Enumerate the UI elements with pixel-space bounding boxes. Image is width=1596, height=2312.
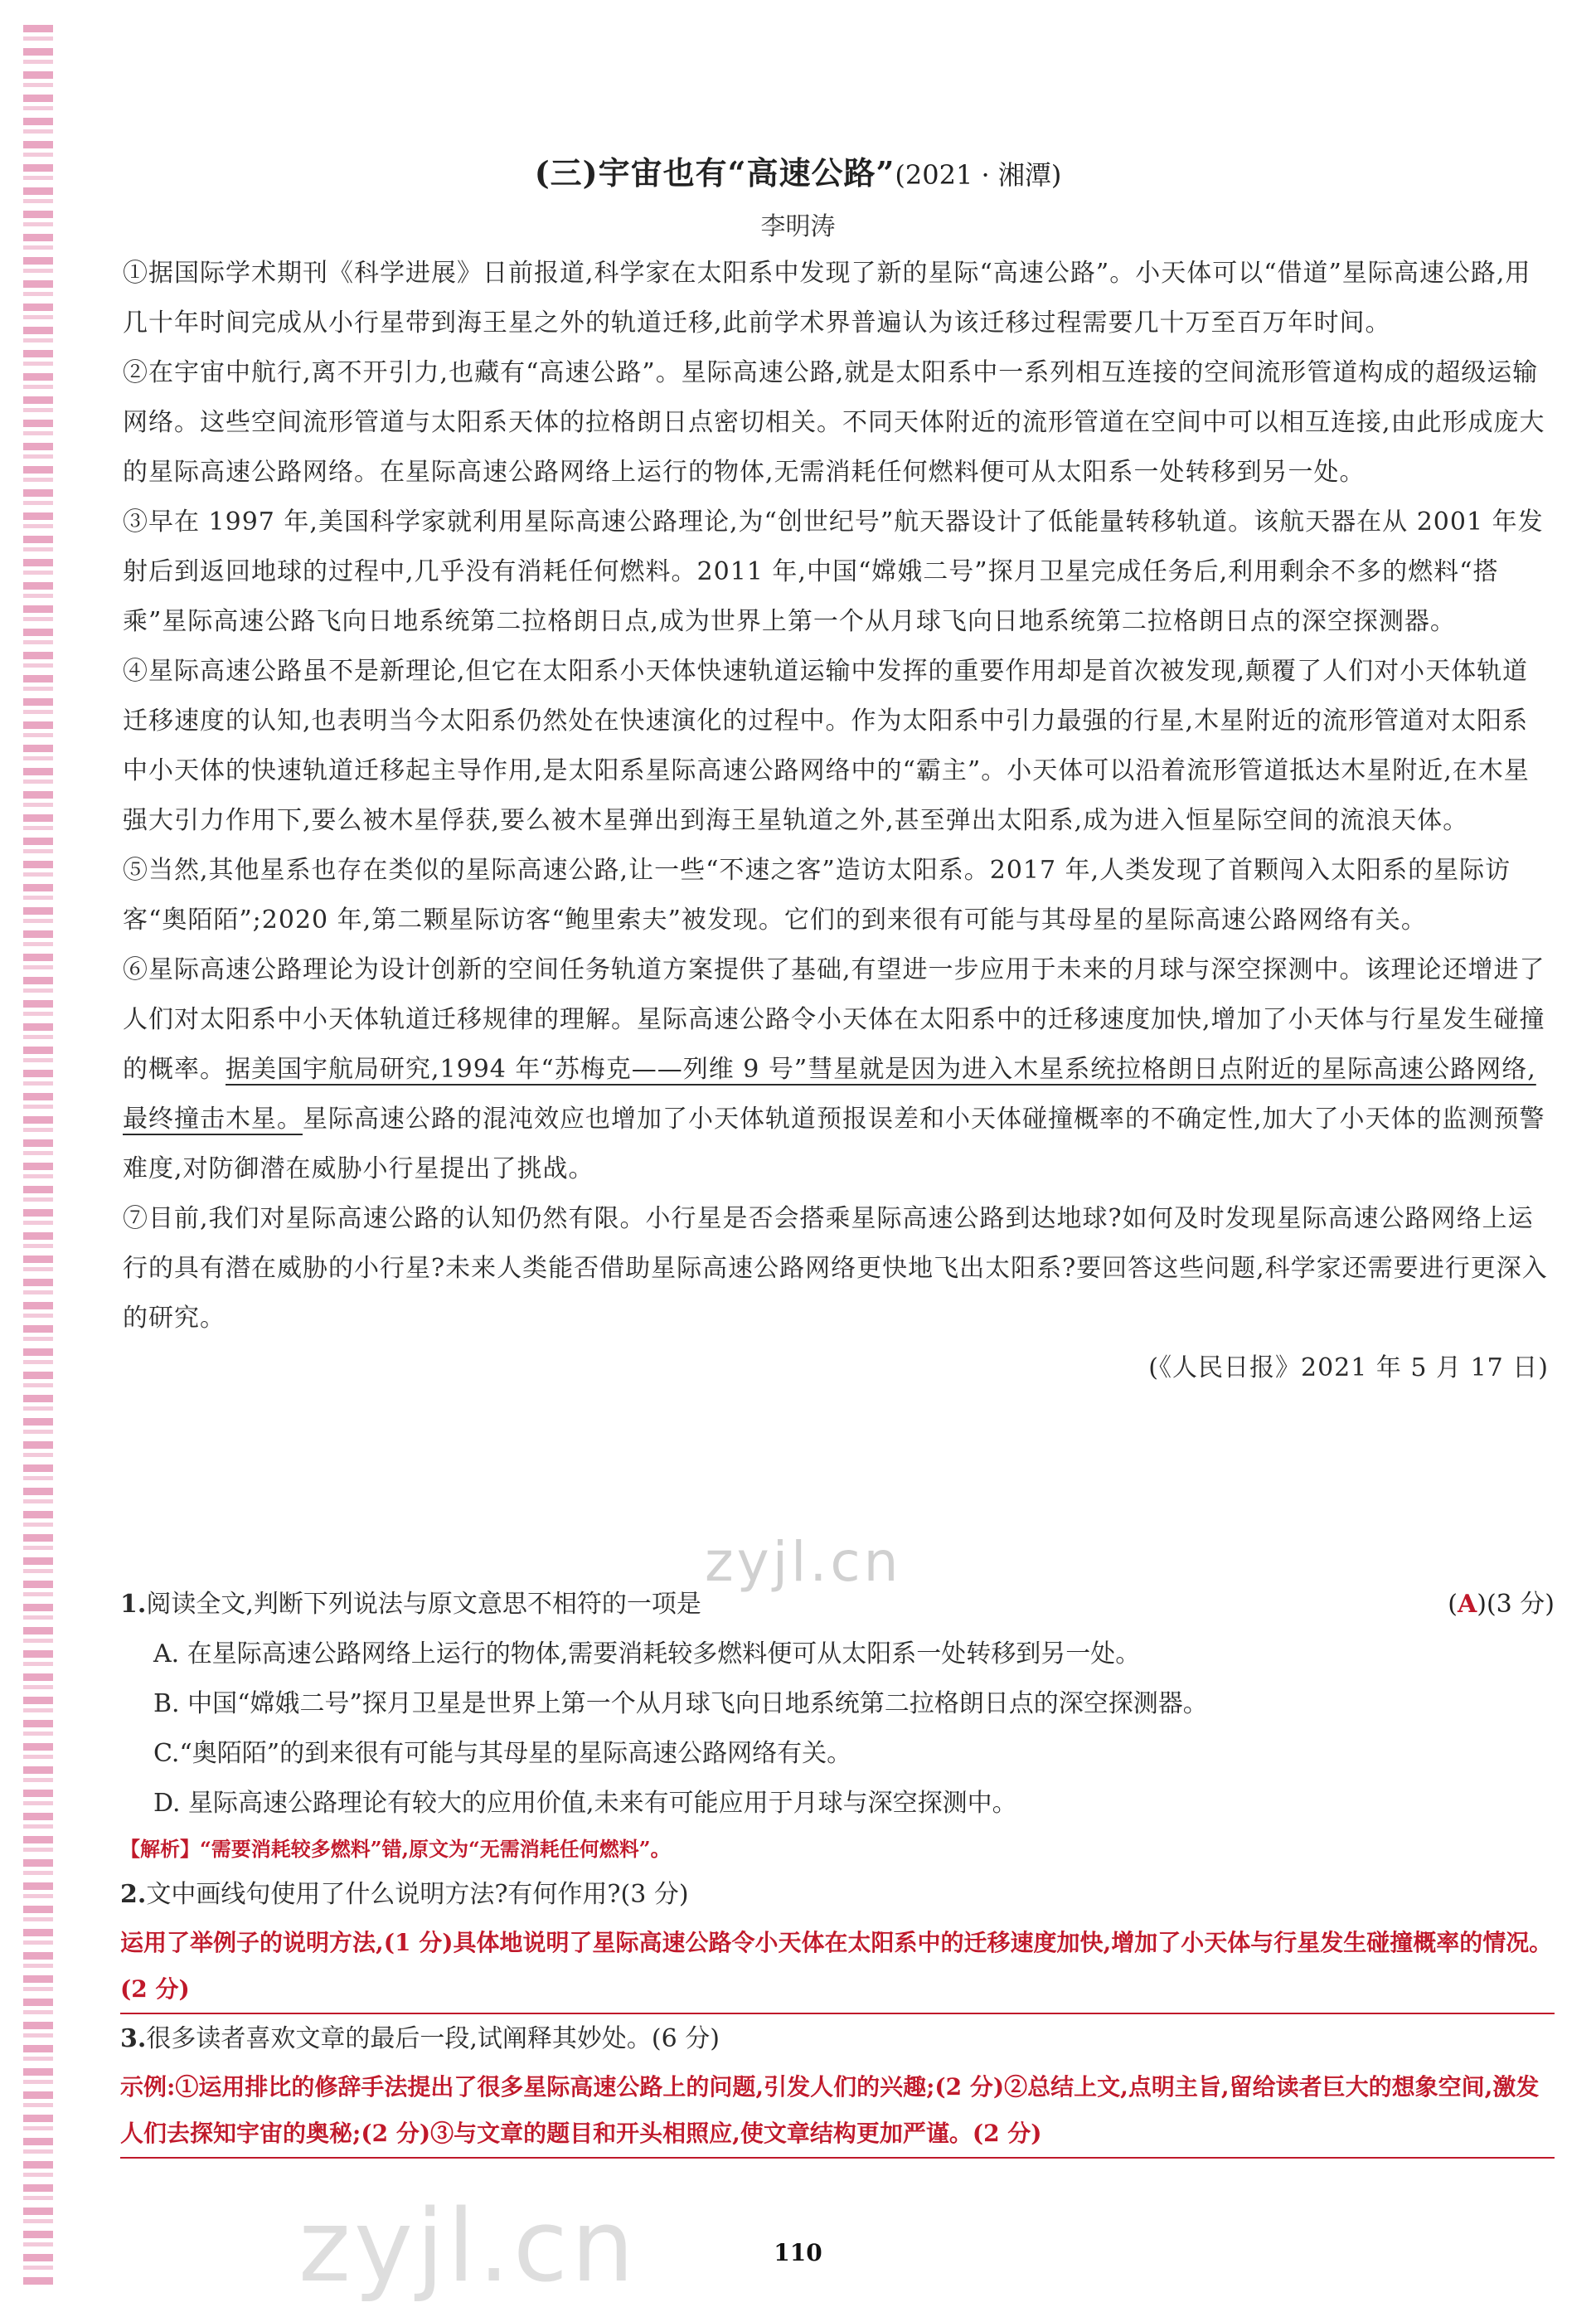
- paragraph-1: ①据国际学术期刊《科学进展》日前报道,科学家在太阳系中发现了新的星际“高速公路”。小天体可以“借道”星际高速公路,用几十年时间完成从小行星带到海王星之外的轨道迁移,此前学术界普遍认为该迁移过程需要几十万至百万年时间。: [123, 259, 1531, 338]
- question-1-score: (3 分): [1486, 1590, 1555, 1619]
- question-2-answer: 运用了举例子的说明方法,(1 分)具体地说明了星际高速公路令小天体在太阳系中的迁移速度加快,增加了小天体与行星发生碰撞概率的情况。(2 分): [120, 1920, 1555, 2014]
- option-c: C.“奥陌陌”的到来很有可能与其母星的星际高速公路网络有关。: [153, 1739, 852, 1768]
- decorative-margin-strip: [23, 25, 53, 2289]
- option-d: D. 星际高速公路理论有较大的应用价值,未来有可能应用于月球与深空探测中。: [153, 1789, 1017, 1818]
- watermark-logo-bottom: zyjl.cn: [298, 2189, 638, 2305]
- question-2-number: 2.: [120, 1880, 147, 1909]
- question-1-analysis: 【解析】“需要消耗较多燃料”错,原文为“无需消耗任何燃料”。: [120, 1837, 671, 1861]
- paragraph-2: ②在宇宙中航行,离不开引力,也藏有“高速公路”。星际高速公路,就是太阳系中一系列相互连接的空间流形管道构成的超级运输网络。这些空间流形管道与太阳系天体的拉格朗日点密切相关。不同天体附近的流形管道在空间中可以相互连接,由此形成庞大的星际高速公路网络。在星际高速公路网络上运行的物体,无需消耗任何燃料便可从太阳系一处转移到另一处。: [123, 358, 1545, 487]
- author: 李明涛: [760, 212, 836, 241]
- page-title: [0, 148, 1596, 193]
- page-number: 110: [774, 2239, 822, 2266]
- questions-section: [120, 1580, 1555, 2159]
- paragraph-6-text-before: ⑥星际高速公路理论为设计创新的空间任务轨道方案提供了基础,有望进一步应用于未来的月球与深空探测中。该理论还增进了人们对太阳系中小天体轨道迁移规律的理解。星际高速公路令小天体在太阳系中的迁移速度加快,增加了小天体与行星发生碰撞的概率。: [123, 955, 1545, 1084]
- question-1-text: 阅读全文,判断下列说法与原文意思不相符的一项是: [146, 1590, 701, 1619]
- underlined-sentence: 据美国宇航局研究,1994 年“苏梅克——列维 9 号”彗星就是因为进入木星系统拉格朗日点附近的星际高速公路网络,最终撞击木星。: [123, 1055, 1536, 1134]
- question-3-text: 很多读者喜欢文章的最后一段,试阐释其妙处。(6 分): [146, 2024, 720, 2053]
- title-source: (2021 · 湘潭): [895, 159, 1062, 191]
- paragraph-5: ⑤当然,其他星系也存在类似的星际高速公路,让一些“不速之客”造访太阳系。2017 年,人类发现了首颗闯入太阳系的星际访客“奥陌陌”;2020 年,第二颗星际访客“鲍里索夫”被发现。它们的到来很有可能与其母星的星际高速公路网络有关。: [123, 856, 1511, 935]
- watermark-logo: zyjl.cn: [705, 1530, 902, 1594]
- question-2-stem: [120, 1870, 1555, 1920]
- paragraph-7: ⑦目前,我们对星际高速公路的认知仍然有限。小行星是否会搭乘星际高速公路到达地球?如何及时发现星际高速公路网络上运行的具有潜在威胁的小行星?未来人类能否借助星际高速公路网络更快地飞出太阳系?要回答这些问题,科学家还需要进行更深入的研究。: [123, 1204, 1548, 1333]
- option-b: B. 中国“嫦娥二号”探月卫星是世界上第一个从月球飞向日地系统第二拉格朗日点的深空探测器。: [153, 1689, 1208, 1718]
- bracket-close: ): [1477, 1590, 1487, 1619]
- question-1-answer-box: [1448, 1580, 1555, 1630]
- question-1-answer: A: [1457, 1590, 1477, 1619]
- option-a: A. 在星际高速公路网络上运行的物体,需要消耗较多燃料便可从太阳系一处转移到另一处。: [153, 1639, 1141, 1668]
- paragraph-6: [123, 945, 1549, 1194]
- article-source: (《人民日报》2021 年 5 月 17 日): [1148, 1353, 1549, 1382]
- paragraph-6-text-after: 星际高速公路的混沌效应也增加了小天体轨道预报误差和小天体碰撞概率的不确定性,加大了小天体的监测预警难度,对防御潜在威胁小行星提出了挑战。: [123, 1105, 1545, 1183]
- question-3-answer: 示例:①运用排比的修辞手法提出了很多星际高速公路上的问题,引发人们的兴趣;(2 分)②总结上文,点明主旨,留给读者巨大的想象空间,激发人们去探知宇宙的奥秘;(2 分)③与文章的题目和开头相照应,使文章结构更加严谨。(2 分): [120, 2064, 1555, 2159]
- paragraph-3: ③早在 1997 年,美国科学家就利用星际高速公路理论,为“创世纪号”航天器设计了低能量转移轨道。该航天器在从 2001 年发射后到返回地球的过程中,几乎没有消耗任何燃料。2011 年,中国“嫦娥二号”探月卫星完成任务后,利用剩余不多的燃料“搭乘”星际高速公路飞向日地系统第二拉格朗日点,成为世界上第一个从月球飞向日地系统第二拉格朗日点的深空探测器。: [123, 508, 1544, 636]
- paragraph-4: ④星际高速公路虽不是新理论,但它在太阳系小天体快速轨道运输中发挥的重要作用却是首次被发现,颠覆了人们对小天体轨道迁移速度的认知,也表明当今太阳系仍然处在快速演化的过程中。作为太阳系中引力最强的行星,木星附近的流形管道对太阳系中小天体的快速轨道迁移起主导作用,是太阳系星际高速公路网络中的“霸主”。小天体可以沿着流形管道抵达木星附近,在木星强大引力作用下,要么被木星俘获,要么被木星弹出到海王星轨道之外,甚至弹出太阳系,成为进入恒星际空间的流浪天体。: [123, 657, 1530, 835]
- question-1-number: 1.: [120, 1590, 147, 1619]
- article-body: [123, 249, 1549, 1393]
- question-3-stem: [120, 2014, 1555, 2064]
- question-2-text: 文中画线句使用了什么说明方法?有何作用?(3 分): [146, 1880, 689, 1909]
- title-main: (三)宇宙也有“高速公路”: [534, 154, 895, 192]
- bracket-open: (: [1448, 1590, 1458, 1619]
- question-3-number: 3.: [120, 2024, 147, 2053]
